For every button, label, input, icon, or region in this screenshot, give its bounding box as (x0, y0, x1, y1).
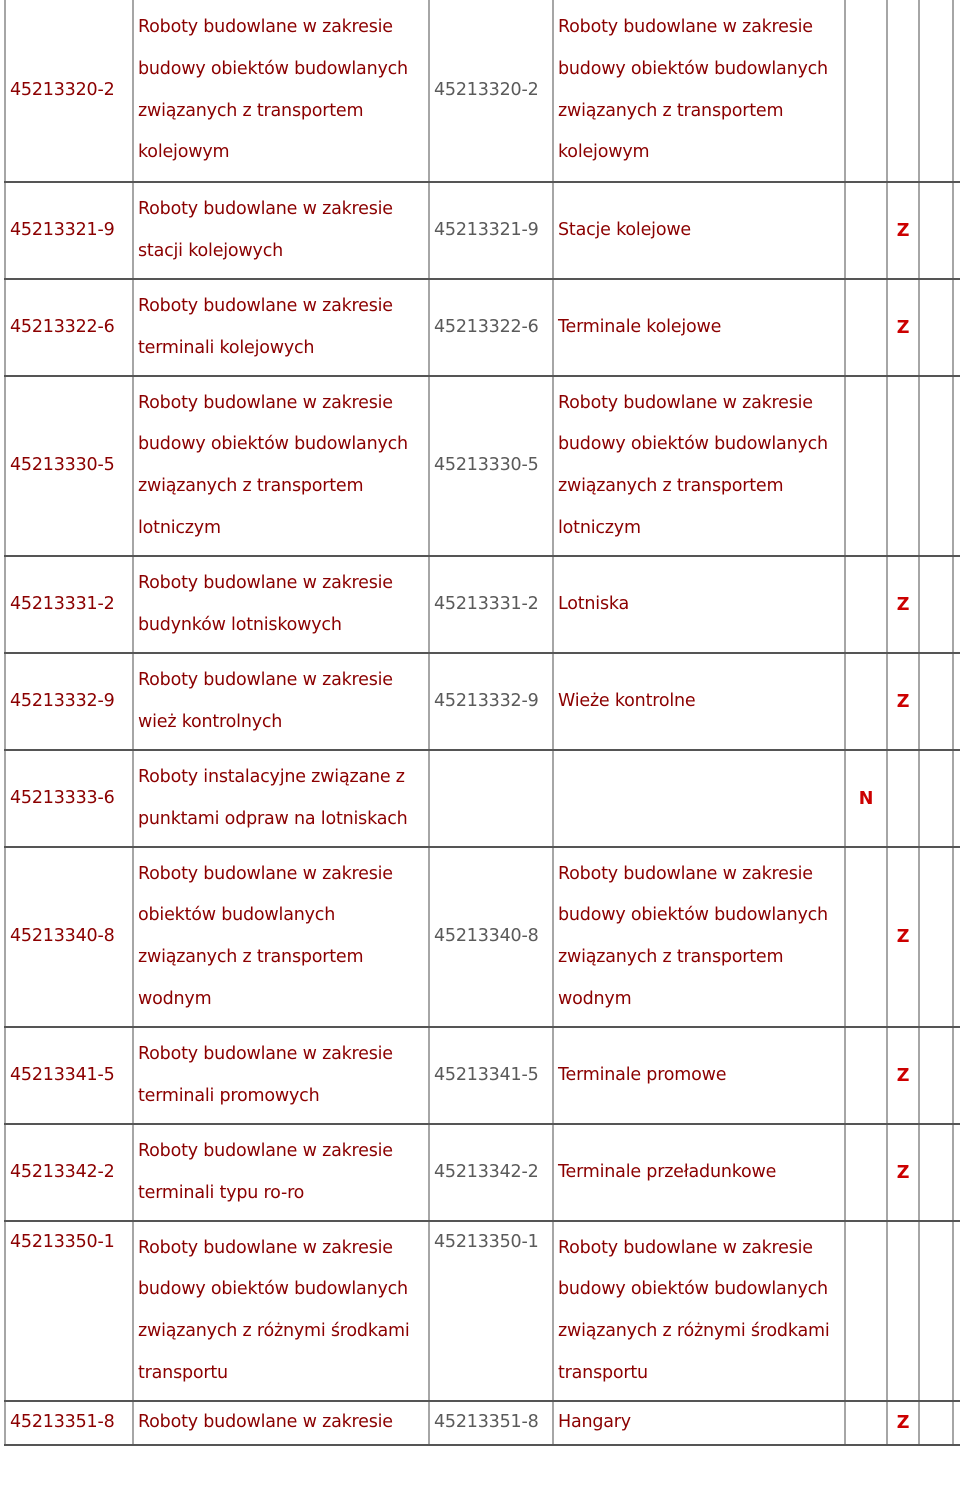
flag-cell-z (887, 1401, 919, 1445)
status-flag: Z (896, 317, 910, 338)
empty-cell (919, 750, 953, 847)
empty-cell (953, 750, 960, 847)
table-row (5, 653, 960, 750)
mapped-description-line: kolejowym (558, 142, 650, 163)
mapped-description-cell (553, 182, 845, 279)
description-line: Roboty budowlane w zakresie (138, 863, 393, 884)
flag-cell-z (887, 1221, 919, 1401)
mapped-description-line: Terminale przeładunkowe (558, 1161, 777, 1182)
empty-cell (919, 556, 953, 653)
flag-cell-n (845, 750, 887, 847)
description-line: Roboty budowlane w zakresie (138, 17, 393, 38)
cpv-code: 45213330-5 (10, 455, 115, 476)
flag-cell-n (845, 556, 887, 653)
flag-cell-n (845, 182, 887, 279)
cpv-code: 45213321-9 (10, 219, 115, 240)
flag-cell-n (845, 847, 887, 1027)
mapped-code-cell (429, 1221, 553, 1401)
description-cell (133, 279, 429, 376)
mapped-code: 45213330-5 (434, 455, 539, 476)
code-cell (5, 1124, 133, 1221)
flag-cell-z (887, 847, 919, 1027)
description-line: lotniczym (138, 517, 221, 538)
empty-cell (919, 1221, 953, 1401)
status-flag: Z (896, 1065, 910, 1086)
flag-cell-z (887, 556, 919, 653)
flag-cell-n (845, 1401, 887, 1445)
cpv-code: 45213320-2 (10, 79, 115, 100)
flag-cell-z (887, 279, 919, 376)
empty-cell (953, 1221, 960, 1401)
mapped-code: 45213341-5 (434, 1064, 539, 1085)
description-cell (133, 1027, 429, 1124)
flag-cell-n (845, 1221, 887, 1401)
description-cell (133, 376, 429, 556)
empty-cell (953, 376, 960, 556)
mapped-description-cell (553, 750, 845, 847)
empty-cell (953, 556, 960, 653)
status-flag: Z (896, 1412, 910, 1433)
description-line: Roboty budowlane w zakresie (138, 669, 393, 690)
code-cell (5, 1401, 133, 1445)
mapped-description-cell (553, 1221, 845, 1401)
description-line: budowy obiektów budowlanych (138, 434, 408, 455)
mapped-description-line: budowy obiektów budowlanych (558, 434, 828, 455)
description-cell (133, 1401, 429, 1445)
mapped-description-line: Roboty budowlane w zakresie (558, 392, 813, 413)
mapped-description-line: Roboty budowlane w zakresie (558, 863, 813, 884)
empty-cell (953, 847, 960, 1027)
cpv-code: 45213331-2 (10, 593, 115, 614)
mapped-description-line: budowy obiektów budowlanych (558, 1279, 828, 1300)
mapped-description-line: związanych z różnymi środkami (558, 1321, 830, 1341)
description-cell (133, 1221, 429, 1401)
description-line: terminali typu ro-ro (138, 1182, 305, 1203)
mapped-description-line: Terminale kolejowe (558, 316, 722, 337)
mapped-description-cell (553, 653, 845, 750)
description-line: Roboty budowlane w zakresie (138, 392, 393, 413)
status-flag: Z (896, 927, 910, 947)
status-flag: Z (896, 220, 910, 241)
code-cell (5, 653, 133, 750)
description-line: budynków lotniskowych (138, 614, 342, 635)
cpv-code: 45213340-8 (10, 926, 115, 947)
description-line: Roboty instalacyjne związane z (138, 766, 405, 787)
mapped-code-cell (429, 750, 553, 847)
mapped-code: 45213322-6 (434, 316, 539, 337)
empty-cell (953, 1027, 960, 1124)
mapped-code-cell (429, 1027, 553, 1124)
description-cell (133, 653, 429, 750)
code-cell (5, 750, 133, 847)
description-cell (133, 847, 429, 1027)
mapped-description-line: lotniczym (558, 517, 641, 538)
mapped-code-cell (429, 1401, 553, 1445)
flag-cell-n (845, 279, 887, 376)
empty-cell (919, 1124, 953, 1221)
mapped-code: 45213320-2 (434, 79, 539, 100)
description-line: wież kontrolnych (138, 711, 283, 732)
flag-cell-n (845, 653, 887, 750)
empty-cell (953, 182, 960, 279)
table-row (5, 279, 960, 376)
mapped-code: 45213321-9 (434, 219, 539, 240)
code-cell (5, 847, 133, 1027)
mapped-description-cell (553, 556, 845, 653)
mapped-description-cell (553, 1401, 845, 1445)
cpv-code: 45213333-6 (10, 787, 115, 808)
table-row (5, 1221, 960, 1401)
mapped-code-cell (429, 279, 553, 376)
mapped-code: 45213350-1 (434, 1232, 539, 1252)
empty-cell (953, 0, 960, 182)
table-body (5, 0, 960, 1445)
description-line: budowy obiektów budowlanych (138, 58, 408, 79)
mapped-description-line: transportu (558, 1362, 648, 1383)
flag-cell-n (845, 0, 887, 182)
cpv-code: 45213332-9 (10, 690, 115, 711)
description-cell (133, 556, 429, 653)
description-line: transportu (138, 1362, 228, 1383)
code-cell (5, 1221, 133, 1401)
description-cell (133, 1124, 429, 1221)
description-line: wodnym (138, 988, 212, 1009)
flag-cell-z (887, 653, 919, 750)
description-line: terminali kolejowych (138, 337, 315, 358)
code-cell (5, 376, 133, 556)
status-flag: Z (896, 691, 910, 712)
mapped-code-cell (429, 847, 553, 1027)
mapped-description-line: Hangary (558, 1412, 631, 1432)
table-row (5, 847, 960, 1027)
table-row (5, 1124, 960, 1221)
description-cell (133, 750, 429, 847)
description-cell (133, 182, 429, 279)
mapped-code: 45213331-2 (434, 593, 539, 614)
mapped-description-cell (553, 0, 845, 182)
empty-cell (953, 1124, 960, 1221)
table-row (5, 1401, 960, 1445)
description-line: stacji kolejowych (138, 240, 284, 261)
flag-cell-n (845, 376, 887, 556)
code-cell (5, 556, 133, 653)
status-flag: Z (896, 594, 910, 615)
description-line: punktami odpraw na lotniskach (138, 808, 408, 829)
cpv-code: 45213342-2 (10, 1161, 115, 1182)
empty-cell (953, 653, 960, 750)
mapped-code-cell (429, 182, 553, 279)
empty-cell (919, 279, 953, 376)
flag-cell-n (845, 1124, 887, 1221)
cpv-code: 45213322-6 (10, 316, 115, 337)
description-line: Roboty budowlane w zakresie (138, 198, 393, 219)
description-line: Roboty budowlane w zakresie (138, 572, 393, 593)
description-line: Roboty budowlane w zakresie (138, 1140, 393, 1161)
mapped-description-line: wodnym (558, 988, 632, 1009)
mapped-code: 45213342-2 (434, 1161, 539, 1182)
flag-cell-z (887, 1027, 919, 1124)
mapped-code-cell (429, 376, 553, 556)
empty-cell (919, 376, 953, 556)
description-line: Roboty budowlane w zakresie (138, 1412, 393, 1432)
table-row (5, 182, 960, 279)
mapped-description-cell (553, 279, 845, 376)
description-line: związanych z transportem (138, 947, 364, 967)
empty-cell (919, 1027, 953, 1124)
empty-cell (919, 847, 953, 1027)
code-cell (5, 182, 133, 279)
cpv-code: 45213351-8 (10, 1412, 115, 1432)
mapped-code-cell (429, 556, 553, 653)
description-line: Roboty budowlane w zakresie (138, 1237, 393, 1258)
description-line: Roboty budowlane w zakresie (138, 295, 393, 316)
mapped-description-line: Wieże kontrolne (558, 690, 696, 711)
flag-cell-z (887, 0, 919, 182)
mapped-code-cell (429, 653, 553, 750)
mapped-code: 45213340-8 (434, 926, 539, 947)
description-line: budowy obiektów budowlanych (138, 1279, 408, 1300)
mapped-description-cell (553, 1124, 845, 1221)
flag-cell-n (845, 1027, 887, 1124)
description-cell (133, 0, 429, 182)
status-flag: N (858, 788, 874, 809)
mapped-code: 45213332-9 (434, 690, 539, 711)
empty-cell (953, 279, 960, 376)
cpv-code: 45213350-1 (10, 1232, 115, 1252)
mapped-description-line: Terminale promowe (558, 1064, 727, 1085)
empty-cell (919, 0, 953, 182)
mapped-description-line: Lotniska (558, 593, 630, 614)
mapped-description-line: Roboty budowlane w zakresie (558, 17, 813, 38)
mapped-code-cell (429, 0, 553, 182)
table-row (5, 0, 960, 182)
flag-cell-z (887, 376, 919, 556)
description-line: związanych z transportem (138, 100, 364, 121)
empty-cell (953, 1401, 960, 1445)
mapped-code-cell (429, 1124, 553, 1221)
table-row (5, 376, 960, 556)
mapped-description-cell (553, 847, 845, 1027)
cpv-code: 45213341-5 (10, 1064, 115, 1085)
mapped-description-line: związanych z transportem (558, 476, 784, 496)
flag-cell-z (887, 182, 919, 279)
table-row (5, 556, 960, 653)
table-row (5, 750, 960, 847)
mapped-description-line: Roboty budowlane w zakresie (558, 1237, 813, 1258)
empty-cell (919, 182, 953, 279)
mapped-code: 45213351-8 (434, 1412, 539, 1432)
description-line: obiektów budowlanych (138, 905, 336, 926)
mapped-description-line: budowy obiektów budowlanych (558, 905, 828, 926)
mapped-description-cell (553, 1027, 845, 1124)
mapped-description-line: związanych z transportem (558, 100, 784, 121)
empty-cell (919, 653, 953, 750)
code-cell (5, 0, 133, 182)
cpv-code-table (4, 0, 960, 1446)
table-row (5, 1027, 960, 1124)
description-line: kolejowym (138, 142, 230, 163)
mapped-description-line: Stacje kolejowe (558, 219, 692, 240)
mapped-description-cell (553, 376, 845, 556)
code-cell (5, 279, 133, 376)
code-cell (5, 1027, 133, 1124)
mapped-description-line: związanych z transportem (558, 947, 784, 967)
mapped-description-line: budowy obiektów budowlanych (558, 58, 828, 79)
empty-cell (919, 1401, 953, 1445)
description-line: związanych z transportem (138, 476, 364, 496)
flag-cell-z (887, 750, 919, 847)
description-line: związanych z różnymi środkami (138, 1321, 410, 1341)
status-flag: Z (896, 1162, 910, 1183)
flag-cell-z (887, 1124, 919, 1221)
description-line: Roboty budowlane w zakresie (138, 1043, 393, 1064)
description-line: terminali promowych (138, 1085, 320, 1106)
